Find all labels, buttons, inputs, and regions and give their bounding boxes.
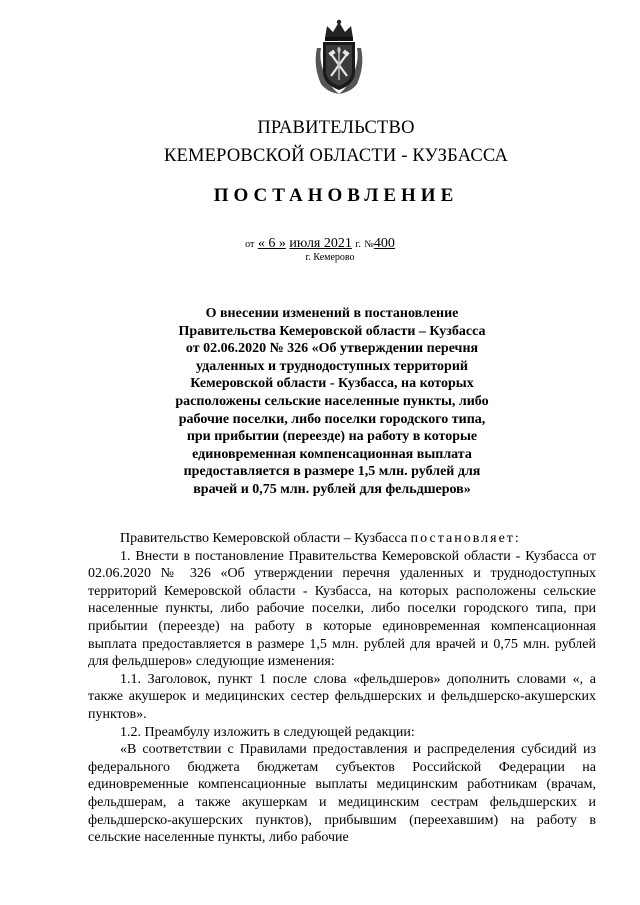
heading-line: Кемеровской области - Кузбасса, на которых: [190, 376, 474, 392]
document-city: г. Кемерово: [305, 252, 355, 263]
heading-line: от 02.06.2020 № 326 «Об утверждении перечня: [185, 341, 479, 357]
document-heading: [150, 305, 514, 499]
intro-lead: Правительство Кемеровской области – Кузбасса: [120, 531, 408, 546]
document-number: 400: [373, 236, 395, 251]
paragraph-preamble: «В соответствии с Правилами предоставления и распределения субсидий из федерального бюджета бюджетам субъектов Российской Федерации на единовременные компенсационные выплаты медицинским работникам (врачам, фельдшерам, а также акушеркам и медицинским сестрам фельдшерских и фельдшерско-акушерских пунктов), прибывшим (переехавшим) на работу в сельские населенные пункты, либо рабочие: [88, 742, 596, 846]
document-body: [88, 530, 596, 847]
number-prefix: №: [364, 239, 374, 250]
intro-paragraph: [88, 530, 596, 548]
date-prefix: от: [245, 239, 255, 250]
paragraph-1-2: 1.2. Преамбулу изложить в следующей редакции:: [120, 724, 415, 740]
document-date-line: [0, 236, 640, 252]
paragraph-1: 1. Внести в постановление Правительства Кемеровской области - Кузбасса от 02.06.2020 № 326 «Об утверждении перечня удаленных и труднодоступных территорий Кемеровской области - Кузбасса, на которых расположены сельские населенные пункты, либо рабочие поселки, либо поселки городского типа, при прибытии (переезде) на работу в которые единовременная компенсационная выплата предоставляется в размере 1,5 млн. рублей для врачей и 0,75 млн. рублей для фельдшеров» следующие изменения:: [88, 548, 596, 670]
kuzbass-coat-of-arms-icon: [313, 18, 365, 96]
date-month-year: июля 2021: [289, 236, 352, 251]
paragraph-1-1: 1.1. Заголовок, пункт 1 после слова «фельдшеров» дополнить словами «, а также акушерок и медицинских сестер фельдшерских и фельдшерско-акушерских пунктов».: [88, 671, 596, 722]
government-name-line1: ПРАВИТЕЛЬСТВО: [257, 118, 415, 138]
government-name-line2: КЕМЕРОВСКОЙ ОБЛАСТИ - КУЗБАССА: [163, 146, 509, 166]
date-day: « 6 »: [257, 236, 286, 251]
heading-line: врачей и 0,75 млн. рублей для фельдшеров»: [193, 481, 471, 497]
heading-line: Правительства Кемеровской области – Кузбасса: [178, 323, 486, 339]
intro-decree-word: постановляет:: [410, 531, 521, 546]
heading-line: О внесении изменений в постановление: [205, 306, 459, 321]
heading-line: рабочие поселки, либо поселки городского типа,: [178, 411, 486, 427]
heading-line: предоставляется в размере 1,5 млн. рублей для: [183, 464, 481, 480]
heading-line: расположены сельские населенные пункты, либо: [175, 393, 489, 409]
document-type-title: ПОСТАНОВЛЕНИЕ: [213, 185, 459, 206]
heading-line: удаленных и труднодоступных территорий: [196, 358, 468, 374]
heading-line: единовременная компенсационная выплата: [192, 446, 472, 462]
date-year-suffix: г.: [355, 239, 361, 250]
heading-line: при прибытии (переезде) на работу в которые: [186, 429, 478, 445]
